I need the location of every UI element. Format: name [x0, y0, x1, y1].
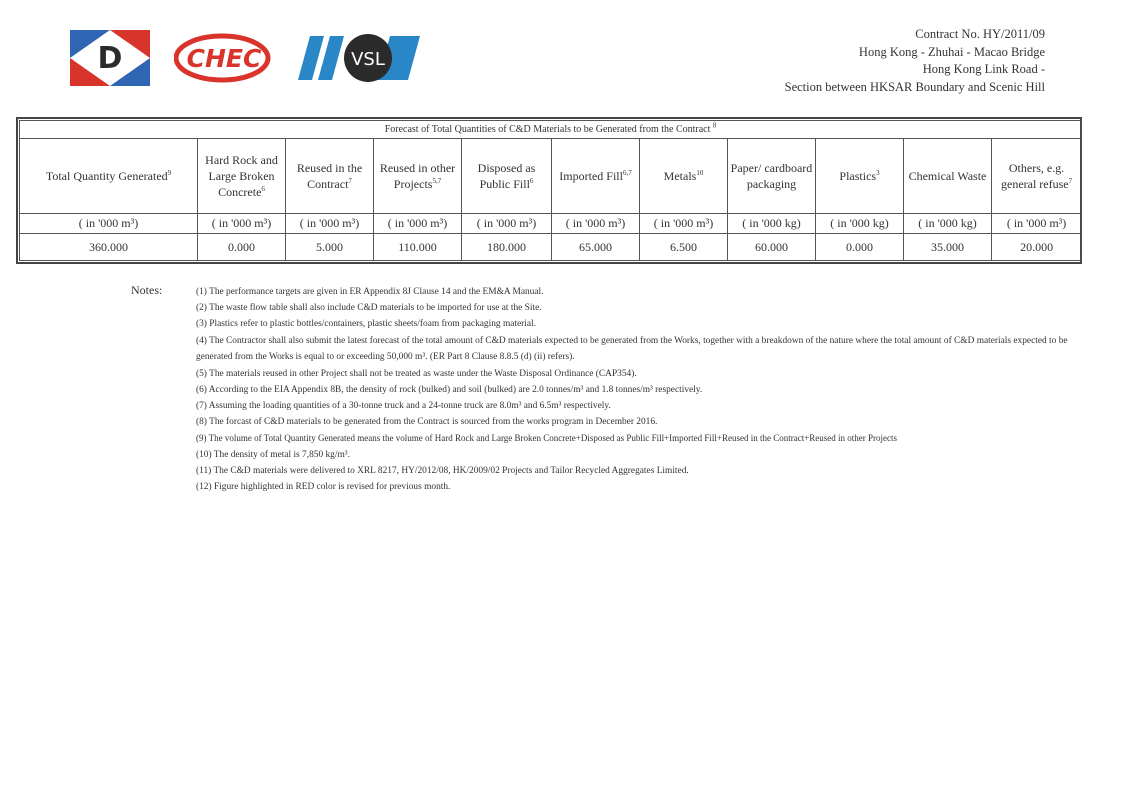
units-row [20, 214, 1082, 234]
unit-cell: ( in '000 kg) [904, 214, 992, 234]
col-paper: Paper/ cardboard packaging [728, 139, 816, 214]
unit-cell: ( in '000 m³) [20, 214, 198, 234]
project-sub: Hong Kong Link Road - [922, 62, 1045, 76]
note-item: (9) The volume of Total Quantity Generated means the volume of Hard Rock and Large Broken Concrete+Disposed as Public Fill+Imported Fill+Reused in the Contract+Reused in other Projects [196, 433, 898, 444]
project-section: Section between HKSAR Boundary and Scenic Hill [784, 79, 1045, 94]
value-cell: 60.000 [728, 234, 816, 261]
col-plastics: Plastics$^3$ [816, 139, 904, 214]
chec-logo [174, 30, 272, 86]
col-imported-fill: Imported Fill$^{6,7}$ [552, 139, 640, 214]
unit-cell: ( in '000 m³) [198, 214, 286, 234]
forecast-table [16, 117, 1082, 264]
notes-list [196, 284, 1096, 495]
unit-cell: ( in '000 m³) [552, 214, 640, 234]
col-reused-other: Reused in other Projects$^{5,7}$ [374, 139, 462, 214]
unit-cell: ( in '000 m³) [286, 214, 374, 234]
col-hard-rock: Hard Rock and Large Broken Concrete$^6$ [198, 139, 286, 214]
note-item: (5) The materials reused in other Project shall not be treated as waste under the Waste Disposal Ordinance (CAP354). [196, 368, 637, 379]
unit-cell: ( in '000 m³) [992, 214, 1082, 234]
col-total-quantity: Total Quantity Generated$^9$ [20, 139, 198, 214]
note-item: (10) The density of metal is 7,850 kg/m³. [196, 449, 350, 460]
contract-header [785, 26, 1045, 96]
note-item: (12) Figure highlighted in RED color is revised for previous month. [196, 482, 451, 493]
col-reused-contract: Reused in the Contract$^7$ [286, 139, 374, 214]
value-cell: 110.000 [374, 234, 462, 261]
note-item: (1) The performance targets are given in ER Appendix 8J Clause 14 and the EM&A Manual. [196, 287, 544, 297]
table-title: Forecast of Total Quantities of C&D Materials to be Generated from the Contract $^8$ [20, 121, 1082, 139]
unit-cell: ( in '000 m³) [640, 214, 728, 234]
value-cell: 0.000 [816, 234, 904, 261]
value-cell: 20.000 [992, 234, 1082, 261]
col-chemical-waste: Chemical Waste [904, 139, 992, 214]
project-name: Hong Kong - Zhuhai - Macao Bridge [858, 44, 1045, 59]
note-item: (2) The waste flow table shall also include C&D materials to be imported for use at the Site. [196, 303, 542, 314]
note-item: (8) The forcast of C&D materials to be generated from the Contract is sourced from the works program in December 2016. [196, 417, 658, 428]
notes-label: Notes: [131, 283, 163, 297]
col-metals: Metals$^{10}$ [640, 139, 728, 214]
value-cell: 5.000 [286, 234, 374, 261]
note-item: (11) The C&D materials were delivered to XRL 8217, HY/2012/08, HK/2009/02 Projects and Tailor Recycled Aggregates Limited. [196, 465, 689, 476]
col-others: Others, e.g. general refuse$^7$ [992, 139, 1082, 214]
value-cell: 6.500 [640, 234, 728, 261]
note-item: (7) Assuming the loading quantities of a 30-tonne truck and a 24-tonne truck are 8.0m³ and 6.5m³ respectively. [196, 401, 611, 412]
note-item: (6) According to the EIA Appendix 8B, the density of rock (bulked) and soil (bulked) are 2.0 tonnes/m³ and 1.8 tonnes/m³ respectively. [196, 384, 703, 395]
chec-logo-text: CHEC [186, 44, 262, 73]
note-item: (4) The Contractor shall also submit the latest forecast of the total amount of C&D materials expected to be generated from the Works, together with a breakdown of the nature where the total amount of C&D materials expected to be generated from the Works is equal to or exceeding 50,000 m³. (ER Part 8 Clause 8.8.5 (d) (ii) refers). [196, 335, 1068, 363]
col-public-fill: Disposed as Public Fill$^6$ [462, 139, 552, 214]
contract-number: Contract No. HY/2011/09 [915, 27, 1045, 41]
unit-cell: ( in '000 m³) [462, 214, 552, 234]
d-logo-letter: D [97, 41, 123, 76]
value-cell: 360.000 [20, 234, 198, 261]
values-row [20, 234, 1082, 261]
value-cell: 0.000 [198, 234, 286, 261]
value-cell: 65.000 [552, 234, 640, 261]
vsl-logo-text: VSL [351, 49, 385, 70]
unit-cell: ( in '000 kg) [728, 214, 816, 234]
d-logo [70, 30, 150, 86]
unit-cell: ( in '000 kg) [816, 214, 904, 234]
note-item: (3) Plastics refer to plastic bottles/containers, plastic sheets/foam from packaging material. [196, 319, 536, 330]
unit-cell: ( in '000 m³) [374, 214, 462, 234]
value-cell: 35.000 [904, 234, 992, 261]
value-cell: 180.000 [462, 234, 552, 261]
vsl-logo [294, 30, 424, 86]
